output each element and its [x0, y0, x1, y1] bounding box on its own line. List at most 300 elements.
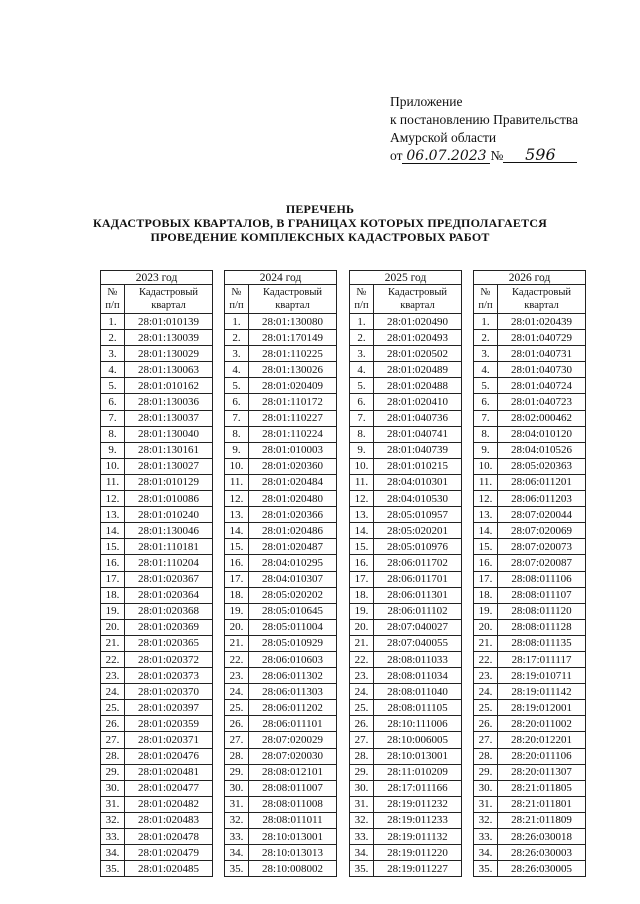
row-number: 31. — [101, 796, 125, 812]
row-number: 29. — [101, 764, 125, 780]
table-row — [225, 555, 337, 571]
row-number: 34. — [350, 845, 374, 861]
cadastral-block: 28:05:010976 — [374, 539, 462, 555]
row-number: 33. — [225, 829, 249, 845]
number-label: № — [490, 148, 504, 163]
row-number: 2. — [474, 330, 498, 346]
table-row — [101, 635, 213, 651]
table-row — [225, 442, 337, 458]
table-row — [225, 491, 337, 507]
row-number: 8. — [101, 426, 125, 442]
cadastral-block: 28:01:130161 — [125, 442, 213, 458]
table-row — [225, 619, 337, 635]
row-number: 8. — [474, 426, 498, 442]
cadastral-block: 28:08:011120 — [498, 603, 586, 619]
cadastral-block: 28:01:130080 — [249, 314, 337, 330]
cadastral-block: 28:07:020073 — [498, 539, 586, 555]
table-row — [474, 362, 586, 378]
cadastral-block: 28:01:020397 — [125, 700, 213, 716]
table-row — [225, 458, 337, 474]
row-number: 5. — [474, 378, 498, 394]
row-number: 10. — [474, 458, 498, 474]
cadastral-block: 28:01:010129 — [125, 474, 213, 490]
row-number: 1. — [350, 314, 374, 330]
cadastral-block: 28:07:020029 — [249, 732, 337, 748]
cadastral-block: 28:21:011805 — [498, 780, 586, 796]
cadastral-block: 28:01:130063 — [125, 362, 213, 378]
row-number: 31. — [474, 796, 498, 812]
table-row — [225, 394, 337, 410]
table-row — [101, 861, 213, 877]
table-row — [474, 700, 586, 716]
header-text: квартал — [400, 300, 435, 311]
table-row — [474, 523, 586, 539]
table-row — [474, 651, 586, 667]
cadastral-block: 28:08:011135 — [498, 635, 586, 651]
row-number: 22. — [225, 651, 249, 667]
table-row — [225, 410, 337, 426]
cadastral-block: 28:08:011011 — [249, 812, 337, 828]
handwritten-number: 596 — [503, 148, 577, 163]
year-table — [473, 270, 586, 877]
cadastral-block: 28:01:040736 — [374, 410, 462, 426]
row-number: 7. — [225, 410, 249, 426]
cadastral-block: 28:01:020372 — [125, 651, 213, 667]
row-number: 9. — [225, 442, 249, 458]
row-number: 23. — [350, 668, 374, 684]
table-row — [101, 716, 213, 732]
table-row — [474, 491, 586, 507]
year-table — [349, 270, 462, 877]
cadastral-block: 28:08:011128 — [498, 619, 586, 635]
table-row — [474, 442, 586, 458]
table-row — [350, 668, 462, 684]
table-row — [101, 330, 213, 346]
cadastral-block: 28:01:170149 — [249, 330, 337, 346]
table-row — [350, 684, 462, 700]
row-number: 10. — [101, 458, 125, 474]
table-row — [474, 732, 586, 748]
table-row — [350, 780, 462, 796]
table-row — [225, 603, 337, 619]
header-text: квартал — [524, 300, 559, 311]
table-row — [225, 748, 337, 764]
row-number: 18. — [101, 587, 125, 603]
row-number: 26. — [101, 716, 125, 732]
cadastral-block: 28:01:020368 — [125, 603, 213, 619]
table-row — [101, 812, 213, 828]
row-number: 35. — [101, 861, 125, 877]
cadastral-block: 28:10:111006 — [374, 716, 462, 732]
cadastral-block: 28:01:020502 — [374, 346, 462, 362]
row-number: 26. — [350, 716, 374, 732]
row-number: 12. — [474, 491, 498, 507]
row-number: 34. — [225, 845, 249, 861]
table-row — [101, 474, 213, 490]
table-row — [101, 668, 213, 684]
cadastral-block: 28:21:011809 — [498, 812, 586, 828]
table-row — [474, 716, 586, 732]
row-number: 8. — [225, 426, 249, 442]
table-row — [350, 812, 462, 828]
table-row — [350, 796, 462, 812]
row-number: 30. — [225, 780, 249, 796]
table-row — [225, 651, 337, 667]
table-row — [101, 587, 213, 603]
cadastral-block: 28:01:130037 — [125, 410, 213, 426]
cadastral-block: 28:10:013001 — [249, 829, 337, 845]
cadastral-block: 28:01:010240 — [125, 507, 213, 523]
header-text: № — [356, 287, 367, 298]
row-number: 32. — [474, 812, 498, 828]
row-number: 20. — [474, 619, 498, 635]
row-number: 19. — [350, 603, 374, 619]
row-number: 3. — [101, 346, 125, 362]
cadastral-block: 28:08:011040 — [374, 684, 462, 700]
table-row — [350, 426, 462, 442]
cadastral-block: 28:06:011303 — [249, 684, 337, 700]
row-number: 23. — [225, 668, 249, 684]
year-table — [100, 270, 213, 877]
header-text: п/п — [105, 300, 120, 311]
row-number: 6. — [350, 394, 374, 410]
row-number: 7. — [474, 410, 498, 426]
cadastral-block: 28:04:010307 — [249, 571, 337, 587]
row-number: 32. — [225, 812, 249, 828]
row-number: 20. — [101, 619, 125, 635]
table-row — [225, 523, 337, 539]
cadastral-block: 28:26:030003 — [498, 845, 586, 861]
row-number: 2. — [350, 330, 374, 346]
cadastral-block: 28:10:013013 — [249, 845, 337, 861]
row-number: 27. — [101, 732, 125, 748]
appendix-line-1: Приложение — [390, 94, 463, 109]
row-number: 28. — [225, 748, 249, 764]
row-number: 13. — [101, 507, 125, 523]
cadastral-block: 28:01:130046 — [125, 523, 213, 539]
table-row — [101, 442, 213, 458]
table-row — [101, 555, 213, 571]
table-row — [101, 458, 213, 474]
row-number: 34. — [474, 845, 498, 861]
row-number: 12. — [350, 491, 374, 507]
cadastral-block: 28:19:012001 — [498, 700, 586, 716]
column-header-block — [125, 285, 213, 314]
cadastral-block: 28:01:110224 — [249, 426, 337, 442]
row-number: 15. — [474, 539, 498, 555]
table-row — [225, 780, 337, 796]
cadastral-block: 28:01:020439 — [498, 314, 586, 330]
table-row — [350, 314, 462, 330]
table-row — [225, 378, 337, 394]
row-number: 14. — [350, 523, 374, 539]
cadastral-block: 28:01:020364 — [125, 587, 213, 603]
table-row — [350, 507, 462, 523]
table-row — [350, 410, 462, 426]
cadastral-block: 28:20:011307 — [498, 764, 586, 780]
table-row — [474, 748, 586, 764]
cadastral-block: 28:06:011102 — [374, 603, 462, 619]
column-header-number — [474, 285, 498, 314]
table-row — [350, 330, 462, 346]
cadastral-block: 28:06:011101 — [249, 716, 337, 732]
column-header-block — [249, 285, 337, 314]
row-number: 6. — [225, 394, 249, 410]
cadastral-block: 28:01:020482 — [125, 796, 213, 812]
row-number: 21. — [474, 635, 498, 651]
header-text: Кадастровый — [387, 287, 448, 298]
cadastral-block: 28:08:011008 — [249, 796, 337, 812]
cadastral-block: 28:17:011117 — [498, 651, 586, 667]
table-row — [474, 861, 586, 877]
row-number: 3. — [474, 346, 498, 362]
row-number: 27. — [350, 732, 374, 748]
table-row — [225, 635, 337, 651]
column-header-number — [101, 285, 125, 314]
table-row — [101, 314, 213, 330]
cadastral-block: 28:01:130040 — [125, 426, 213, 442]
cadastral-block: 28:02:000462 — [498, 410, 586, 426]
cadastral-block: 28:01:020369 — [125, 619, 213, 635]
header-text: № — [107, 287, 118, 298]
row-number: 9. — [474, 442, 498, 458]
cadastral-block: 28:26:030005 — [498, 861, 586, 877]
table-row — [474, 812, 586, 828]
table-row — [101, 700, 213, 716]
cadastral-block: 28:19:011142 — [498, 684, 586, 700]
cadastral-block: 28:01:020479 — [125, 845, 213, 861]
cadastral-block: 28:01:020484 — [249, 474, 337, 490]
cadastral-block: 28:04:010120 — [498, 426, 586, 442]
header-text: п/п — [354, 300, 369, 311]
row-number: 24. — [101, 684, 125, 700]
row-number: 11. — [350, 474, 374, 490]
row-number: 10. — [225, 458, 249, 474]
cadastral-block: 28:06:011203 — [498, 491, 586, 507]
row-number: 27. — [474, 732, 498, 748]
column-header-block — [374, 285, 462, 314]
handwritten-date: 06.07.2023 — [402, 149, 490, 164]
row-number: 28. — [474, 748, 498, 764]
cadastral-block: 28:05:020201 — [374, 523, 462, 539]
row-number: 24. — [225, 684, 249, 700]
cadastral-block: 28:01:110204 — [125, 555, 213, 571]
row-number: 4. — [474, 362, 498, 378]
cadastral-block: 28:06:011701 — [374, 571, 462, 587]
row-number: 30. — [350, 780, 374, 796]
cadastral-block: 28:20:011106 — [498, 748, 586, 764]
cadastral-block: 28:01:020409 — [249, 378, 337, 394]
row-number: 25. — [225, 700, 249, 716]
table-row — [474, 378, 586, 394]
table-row — [225, 362, 337, 378]
row-number: 23. — [101, 668, 125, 684]
cadastral-block: 28:05:010929 — [249, 635, 337, 651]
cadastral-block: 28:01:020481 — [125, 764, 213, 780]
row-number: 24. — [474, 684, 498, 700]
cadastral-block: 28:06:011302 — [249, 668, 337, 684]
table-row — [101, 426, 213, 442]
cadastral-block: 28:06:010603 — [249, 651, 337, 667]
row-number: 10. — [350, 458, 374, 474]
cadastral-block: 28:19:011220 — [374, 845, 462, 861]
cadastral-block: 28:20:012201 — [498, 732, 586, 748]
row-number: 33. — [474, 829, 498, 845]
row-number: 1. — [225, 314, 249, 330]
row-number: 17. — [225, 571, 249, 587]
table-row — [474, 330, 586, 346]
cadastral-block: 28:01:020489 — [374, 362, 462, 378]
table-row — [474, 410, 586, 426]
table-row — [350, 555, 462, 571]
table-row — [474, 426, 586, 442]
row-number: 1. — [474, 314, 498, 330]
cadastral-block: 28:05:010645 — [249, 603, 337, 619]
row-number: 29. — [225, 764, 249, 780]
cadastral-block: 28:06:011201 — [498, 474, 586, 490]
row-number: 2. — [101, 330, 125, 346]
table-row — [225, 507, 337, 523]
table-row — [350, 378, 462, 394]
table-row — [350, 651, 462, 667]
table-row — [101, 362, 213, 378]
table-row — [474, 603, 586, 619]
cadastral-block: 28:01:020410 — [374, 394, 462, 410]
row-number: 29. — [350, 764, 374, 780]
cadastral-block: 28:01:130029 — [125, 346, 213, 362]
cadastral-block: 28:01:130039 — [125, 330, 213, 346]
cadastral-block: 28:07:040055 — [374, 635, 462, 651]
table-row — [101, 539, 213, 555]
row-number: 35. — [350, 861, 374, 877]
table-row — [474, 780, 586, 796]
header-text: п/п — [229, 300, 244, 311]
cadastral-block: 28:01:020478 — [125, 829, 213, 845]
row-number: 15. — [225, 539, 249, 555]
cadastral-block: 28:08:011106 — [498, 571, 586, 587]
table-row — [350, 700, 462, 716]
row-number: 17. — [101, 571, 125, 587]
table-row — [350, 619, 462, 635]
cadastral-block: 28:26:030018 — [498, 829, 586, 845]
table-row — [225, 346, 337, 362]
row-number: 26. — [225, 716, 249, 732]
row-number: 19. — [225, 603, 249, 619]
cadastral-block: 28:19:011227 — [374, 861, 462, 877]
row-number: 13. — [225, 507, 249, 523]
row-number: 13. — [350, 507, 374, 523]
cadastral-block: 28:05:011004 — [249, 619, 337, 635]
document-title — [0, 202, 640, 244]
appendix-line-2: к постановлению Правительства — [390, 112, 579, 127]
row-number: 28. — [101, 748, 125, 764]
row-number: 27. — [225, 732, 249, 748]
table-row — [474, 764, 586, 780]
row-number: 29. — [474, 764, 498, 780]
table-row — [350, 861, 462, 877]
cadastral-block: 28:01:130036 — [125, 394, 213, 410]
table-row — [474, 346, 586, 362]
row-number: 31. — [350, 796, 374, 812]
table-row — [101, 378, 213, 394]
cadastral-block: 28:01:020359 — [125, 716, 213, 732]
row-number: 3. — [350, 346, 374, 362]
cadastral-block: 28:01:010003 — [249, 442, 337, 458]
cadastral-block: 28:08:011034 — [374, 668, 462, 684]
cadastral-block: 28:01:130026 — [249, 362, 337, 378]
row-number: 11. — [474, 474, 498, 490]
header-text: Кадастровый — [262, 287, 323, 298]
header-text: № — [480, 287, 491, 298]
year-heading: 2024 год — [225, 271, 337, 285]
table-row — [350, 748, 462, 764]
row-number: 2. — [225, 330, 249, 346]
cadastral-block: 28:05:020363 — [498, 458, 586, 474]
cadastral-block: 28:17:011166 — [374, 780, 462, 796]
header-text: п/п — [478, 300, 493, 311]
row-number: 18. — [225, 587, 249, 603]
table-row — [474, 619, 586, 635]
table-row — [101, 845, 213, 861]
row-number: 25. — [474, 700, 498, 716]
table-row — [474, 587, 586, 603]
cadastral-block: 28:08:011105 — [374, 700, 462, 716]
table-row — [350, 829, 462, 845]
table-row — [225, 700, 337, 716]
row-number: 25. — [101, 700, 125, 716]
cadastral-block: 28:10:013001 — [374, 748, 462, 764]
row-number: 22. — [474, 651, 498, 667]
table-row — [474, 829, 586, 845]
row-number: 5. — [350, 378, 374, 394]
cadastral-block: 28:01:020360 — [249, 458, 337, 474]
table-row — [350, 587, 462, 603]
cadastral-block: 28:04:010295 — [249, 555, 337, 571]
row-number: 33. — [101, 829, 125, 845]
year-heading: 2023 год — [101, 271, 213, 285]
header-text: Кадастровый — [511, 287, 572, 298]
cadastral-block: 28:19:011132 — [374, 829, 462, 845]
table-row — [225, 764, 337, 780]
table-row — [101, 603, 213, 619]
cadastral-block: 28:01:020477 — [125, 780, 213, 796]
row-number: 15. — [350, 539, 374, 555]
row-number: 30. — [101, 780, 125, 796]
table-row — [474, 845, 586, 861]
table-row — [350, 491, 462, 507]
row-number: 18. — [474, 587, 498, 603]
row-number: 30. — [474, 780, 498, 796]
row-number: 14. — [474, 523, 498, 539]
cadastral-block: 28:07:020069 — [498, 523, 586, 539]
cadastral-block: 28:10:006005 — [374, 732, 462, 748]
title-line-1: ПЕРЕЧЕНЬ — [285, 202, 355, 216]
cadastral-block: 28:01:020366 — [249, 507, 337, 523]
table-row — [350, 346, 462, 362]
table-row — [101, 394, 213, 410]
cadastral-block: 28:01:020485 — [125, 861, 213, 877]
cadastral-block: 28:08:011007 — [249, 780, 337, 796]
cadastral-block: 28:01:010215 — [374, 458, 462, 474]
year-heading: 2025 год — [350, 271, 462, 285]
row-number: 7. — [101, 410, 125, 426]
table-row — [101, 346, 213, 362]
row-number: 5. — [225, 378, 249, 394]
table-row — [350, 732, 462, 748]
table-row — [474, 507, 586, 523]
cadastral-block: 28:01:040731 — [498, 346, 586, 362]
appendix-line-3: Амурской области — [390, 130, 497, 145]
